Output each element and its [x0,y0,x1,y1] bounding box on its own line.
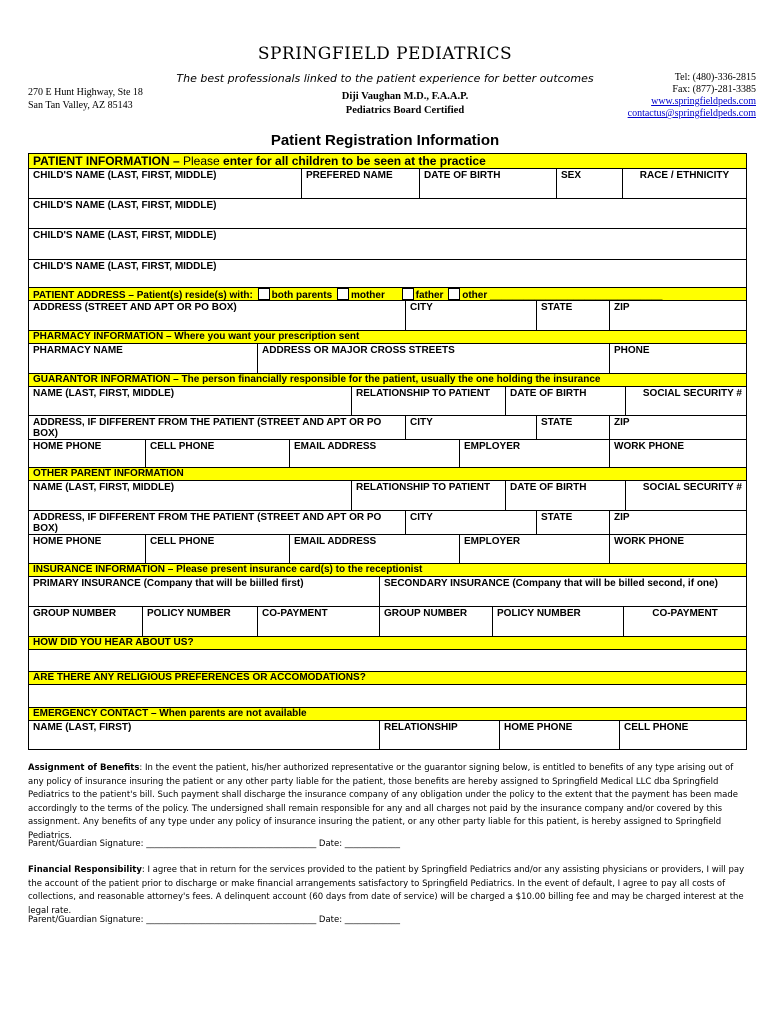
pharmacy-phone-field[interactable]: PHONE [609,344,746,373]
other-parent-relationship-field[interactable]: RELATIONSHIP TO PATIENT [351,481,505,510]
mother-checkbox[interactable] [337,288,349,300]
certification: Pediatrics Board Certified [345,105,465,116]
guarantor-name-field[interactable]: NAME (LAST, FIRST, MIDDLE) [33,388,175,399]
practice-name: SPRINGFIELD PEDIATRICS [257,44,513,64]
emergency-relationship-field[interactable]: RELATIONSHIP [379,721,499,749]
other-parent-dob-field[interactable]: DATE OF BIRTH [505,481,625,510]
secondary-insurance-field[interactable]: SECONDARY INSURANCE (Company that will be billed second, if one) [379,577,746,606]
guarantor-city-field[interactable]: CITY [405,416,536,439]
dob-field[interactable]: DATE OF BIRTH [419,169,556,198]
pharmacy-address-field[interactable]: ADDRESS OR MAJOR CROSS STREETS [257,344,609,373]
other-parent-work-phone-field[interactable]: WORK PHONE [609,535,746,563]
other-parent-header: OTHER PARENT INFORMATION [29,468,746,481]
other-parent-ssn-field[interactable]: SOCIAL SECURITY # [625,481,746,510]
primary-insurance-field[interactable]: PRIMARY INSURANCE (Company that will be biilled first) [33,578,304,589]
doctor-info [300,90,510,118]
guarantor-work-phone-field[interactable]: WORK PHONE [609,440,746,467]
emergency-cell-phone-field[interactable]: CELL PHONE [619,721,746,749]
guarantor-row-3 [29,440,746,468]
primary-policy-field[interactable]: POLICY NUMBER [142,607,257,636]
religious-header: ARE THERE ANY RELIGIOUS PREFERENCES OR ACCOMODATIONS? [29,672,746,685]
financial-responsibility: Financial Responsibility: I agree that in return for the services provided to the patient by Springfield Pediatrics and/or any assisting physicians or providers, I will pay the account of the patient prior to discharge or make financial arrangements satisfactory to Springfield Pediatrics. In the event of default, I agree to pay all costs of collections, and reasonable attorney's fees. A delinquent account (60 days from date of service) will be charged a $10.00 billing fee and may be charged interest at the legal rate. [28,865,745,916]
other-checkbox[interactable] [448,288,460,300]
guarantor-row-2 [29,416,746,440]
guarantor-zip-field[interactable]: ZIP [609,416,746,439]
guarantor-cell-phone-field[interactable]: CELL PHONE [145,440,289,467]
other-parent-city-field[interactable]: CITY [405,511,536,534]
secondary-policy-field[interactable]: POLICY NUMBER [492,607,623,636]
other-parent-home-phone-field[interactable]: HOME PHONE [33,536,102,547]
city-field[interactable]: CITY [405,301,536,330]
guarantor-relationship-field[interactable]: RELATIONSHIP TO PATIENT [351,387,505,415]
tagline: The best professionals linked to the patient experience for better outcomes [176,72,594,85]
pharmacy-name-field[interactable]: PHARMACY NAME [33,345,123,356]
guarantor-row-1 [29,387,746,416]
guarantor-home-phone-field[interactable]: HOME PHONE [33,441,102,452]
signature-line-2[interactable]: Parent/Guardian Signature: ________________________________________ Date: _____________ [28,915,401,925]
pharmacy-header: PHARMACY INFORMATION – Where you want your prescription sent [29,331,746,344]
other-parent-row-1 [29,481,746,511]
practice-address [28,86,143,112]
child-name-field[interactable]: CHILD'S NAME (LAST, FIRST, MIDDLE) [33,200,217,211]
child-row-2 [29,199,746,229]
child-row-1 [29,169,746,199]
guarantor-state-field[interactable]: STATE [536,416,609,439]
address-line2: San Tan Valley, AZ 85143 [28,100,133,111]
state-field[interactable]: STATE [536,301,609,330]
other-parent-employer-field[interactable]: EMPLOYER [459,535,609,563]
fax: Fax: (877)-281-3385 [672,84,756,95]
guarantor-header: GUARANTOR INFORMATION – The person financially responsible for the patient, usually the one holding the insurance [29,374,746,387]
doctor-name: Diji Vaughan M.D., F.A.A.P. [341,91,469,102]
contact-info [628,72,756,120]
emergency-home-phone-field[interactable]: HOME PHONE [499,721,619,749]
primary-copay-field[interactable]: CO-PAYMENT [257,607,379,636]
other-parent-zip-field[interactable]: ZIP [609,511,746,534]
other-parent-name-field[interactable]: NAME (LAST, FIRST, MIDDLE) [33,482,175,493]
website-link[interactable]: www.springfieldpeds.com [651,96,756,107]
patient-address-header: PATIENT ADDRESS – Patient(s) reside(s) with: both parents mother father other _______________________________ [29,288,746,301]
insurance-row-2 [29,607,746,637]
child-name-field[interactable]: CHILD'S NAME (LAST, FIRST, MIDDLE) [33,230,217,241]
email-link[interactable]: contactus@springfieldpeds.com [627,108,756,119]
other-parent-state-field[interactable]: STATE [536,511,609,534]
guarantor-email-field[interactable]: EMAIL ADDRESS [289,440,459,467]
guarantor-dob-field[interactable]: DATE OF BIRTH [505,387,625,415]
zip-field[interactable]: ZIP [609,301,746,330]
child-name-field[interactable]: CHILD'S NAME (LAST, FIRST, MIDDLE) [33,261,217,272]
guarantor-ssn-field[interactable]: SOCIAL SECURITY # [625,387,746,415]
assignment-of-benefits: Assignment of Benefits: In the event the patient, his/her authorized representative or the guarantor signing below, is entitled to benefits of any type arising out of any policy of insurance insuring the patient or any other party liable for the patient, those benefits are hereby assigned to Springfield Medical LLC dba Springfield Pediatrics to the patient's bill. Such payment shall discharge the insurance company of any obligation under the policy to the extent that the payment has been made accordingly to the terms of the policy. The undersigned shall remain responsible for any and all charges not paid by the insurance company and/or covered by this assignment. Any benefits of any type under any policy of insurance insuring the patient, or any other party liable for this patient, is hereby assigned to Springfield Pediatrics. [28,763,739,841]
guarantor-employer-field[interactable]: EMPLOYER [459,440,609,467]
guarantor-address-field[interactable]: ADDRESS, IF DIFFERENT FROM THE PATIENT (STREET AND APT OR PO BOX) [33,417,382,439]
street-field[interactable]: ADDRESS (STREET AND APT OR PO BOX) [33,302,237,313]
child-name-field[interactable]: CHILD'S NAME (LAST, FIRST, MIDDLE) [33,170,217,181]
secondary-group-field[interactable]: GROUP NUMBER [379,607,492,636]
other-parent-cell-phone-field[interactable]: CELL PHONE [145,535,289,563]
hear-field[interactable] [29,650,746,672]
both-parents-checkbox[interactable] [258,288,270,300]
patient-address-row [29,301,746,331]
insurance-header: INSURANCE INFORMATION – Please present insurance card(s) to the receptionist [29,564,746,577]
patient-info-header: PATIENT INFORMATION – Please enter for all children to be seen at the practice [29,154,746,169]
hear-header: HOW DID YOU HEAR ABOUT US? [29,637,746,650]
other-parent-row-3 [29,535,746,564]
child-row-3 [29,229,746,260]
emergency-name-field[interactable]: NAME (LAST, FIRST) [33,722,132,733]
emergency-row [29,721,746,750]
other-parent-row-2 [29,511,746,535]
primary-group-field[interactable]: GROUP NUMBER [33,608,117,619]
insurance-row-1 [29,577,746,607]
emergency-header: EMERGENCY CONTACT – When parents are not available [29,708,746,721]
address-line1: 270 E Hunt Highway, Ste 18 [28,87,143,98]
father-checkbox[interactable] [402,288,414,300]
sex-field[interactable]: SEX [556,169,622,198]
preferred-name-field[interactable]: PREFERED NAME [301,169,419,198]
tel: Tel: (480)-336-2815 [674,72,756,83]
signature-line-1[interactable]: Parent/Guardian Signature: ________________________________________ Date: _____________ [28,839,401,849]
other-parent-email-field[interactable]: EMAIL ADDRESS [289,535,459,563]
pharmacy-row [29,344,746,374]
religious-field[interactable] [29,685,746,708]
race-field[interactable]: RACE / ETHNICITY [622,169,746,198]
child-row-4 [29,260,746,288]
secondary-copay-field[interactable]: CO-PAYMENT [623,607,746,636]
other-parent-address-field[interactable]: ADDRESS, IF DIFFERENT FROM THE PATIENT (STREET AND APT OR PO BOX) [33,512,382,534]
form-title: Patient Registration Information [270,132,500,149]
registration-form [28,153,747,750]
